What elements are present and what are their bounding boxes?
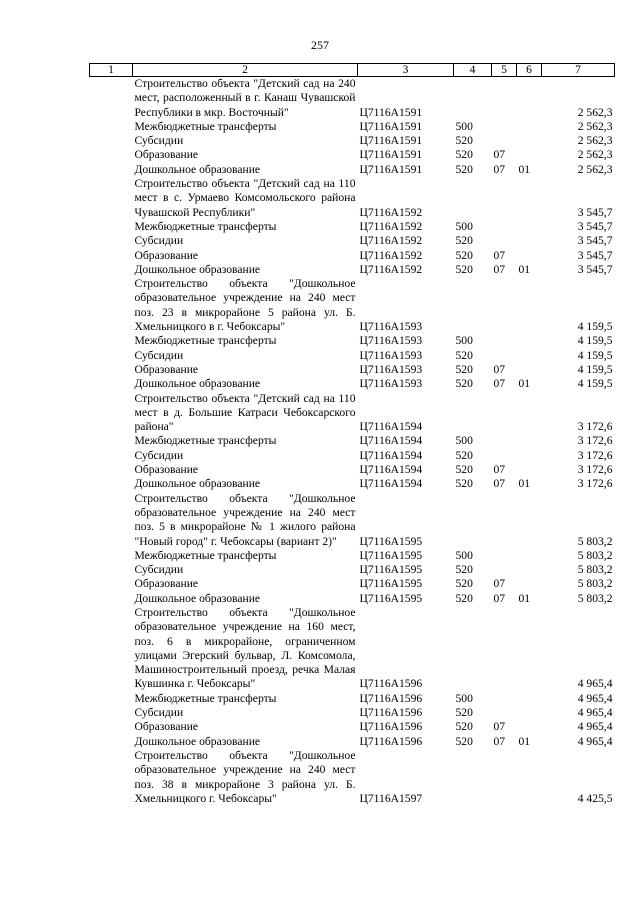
row-index-cell <box>90 563 133 577</box>
table-row <box>90 377 615 391</box>
target-article-code: Ц7116А1594 <box>359 420 423 434</box>
column-number-7: 7 <box>542 64 615 77</box>
expense-type-code: 500 <box>455 219 473 233</box>
amount-value: 5 803,2 <box>577 577 613 591</box>
expense-type-code <box>454 492 492 549</box>
target-article-code: Ц7116А1594 <box>359 463 423 477</box>
section-code: 07 <box>493 248 506 262</box>
amount-value: 3 545,7 <box>577 219 613 233</box>
target-article-code: Ц7116А1594 <box>359 434 423 448</box>
expense-type-code: 500 <box>455 119 473 133</box>
row-index-cell <box>90 592 133 606</box>
expense-type-code: 520 <box>455 720 473 734</box>
expense-type-code: 520 <box>455 591 473 605</box>
subsection-code <box>517 449 542 463</box>
section-code <box>492 277 517 334</box>
amount-value: 5 803,2 <box>577 591 613 605</box>
expense-type-code <box>454 606 492 692</box>
row-index-cell <box>90 463 133 477</box>
expense-type-code <box>454 77 492 120</box>
item-name: Межбюджетные трансферты <box>134 691 277 705</box>
expense-type-code: 520 <box>455 248 473 262</box>
amount-value: 3 172,6 <box>577 420 613 434</box>
subsection-code <box>517 577 542 591</box>
table-row <box>90 563 615 577</box>
row-index-cell <box>90 549 133 563</box>
table-row <box>90 163 615 177</box>
subsection-code <box>517 134 542 148</box>
section-code: 07 <box>493 591 506 605</box>
item-name: Субсидии <box>134 134 184 148</box>
section-code <box>492 434 517 448</box>
expense-type-code <box>454 392 492 435</box>
amount-value: 5 803,2 <box>577 548 613 562</box>
item-name: Строительство объекта "Детский сад на 110 мест в д. Большие Катраси Чебоксарского района" <box>134 391 356 434</box>
amount-value: 5 803,2 <box>577 534 613 548</box>
expense-type-code: 500 <box>455 691 473 705</box>
section-code: 07 <box>493 362 506 376</box>
amount-value: 4 425,5 <box>577 791 613 805</box>
subsection-code <box>517 77 542 120</box>
section-code <box>492 549 517 563</box>
subsection-code <box>517 220 542 234</box>
section-code <box>492 606 517 692</box>
page-number: 257 <box>311 38 329 52</box>
target-article-code: Ц7116А1596 <box>359 720 423 734</box>
target-article-code: Ц7116А1591 <box>359 105 423 119</box>
subsection-code: 01 <box>518 734 531 748</box>
item-name: Субсидии <box>134 348 184 362</box>
target-article-code: Ц7116А1591 <box>359 134 423 148</box>
item-name: Межбюджетные трансферты <box>134 334 277 348</box>
item-name: Дошкольное образование <box>134 262 261 276</box>
item-name: Межбюджетные трансферты <box>134 119 277 133</box>
expense-type-code: 520 <box>455 448 473 462</box>
table-row <box>90 220 615 234</box>
subsection-code <box>517 177 542 220</box>
target-article-code: Ц7116А1595 <box>359 577 423 591</box>
table-row <box>90 263 615 277</box>
section-code <box>492 563 517 577</box>
row-index-cell <box>90 77 133 120</box>
amount-value: 3 172,6 <box>577 448 613 462</box>
item-name: Строительство объекта "Дошкольное образовательное учреждение на 240 мест поз. 5 в микрорайоне № 1 жилого района "Новый город" г. Чебоксары (вариант 2)" <box>134 491 356 548</box>
row-index-cell <box>90 606 133 692</box>
amount-value: 4 965,4 <box>577 734 613 748</box>
section-code: 07 <box>493 720 506 734</box>
amount-value: 3 545,7 <box>577 248 613 262</box>
subsection-code <box>517 363 542 377</box>
amount-value: 2 562,3 <box>577 148 613 162</box>
expense-type-code: 500 <box>455 434 473 448</box>
column-number-2: 2 <box>133 64 358 77</box>
target-article-code: Ц7116А1595 <box>359 534 423 548</box>
item-name: Дошкольное образование <box>134 162 261 176</box>
amount-value: 3 172,6 <box>577 463 613 477</box>
item-name: Строительство объекта "Детский сад на 240 мест, расположенный в г. Канаш Чувашской Республики в мкр. Восточный" <box>134 77 356 119</box>
subsection-code <box>517 120 542 134</box>
subsection-code <box>517 492 542 549</box>
target-article-code: Ц7116А1592 <box>359 205 423 219</box>
target-article-code: Ц7116А1591 <box>359 148 423 162</box>
table-row <box>90 463 615 477</box>
target-article-code: Ц7116А1596 <box>359 691 423 705</box>
section-code: 07 <box>493 477 506 491</box>
expense-type-code <box>454 749 492 806</box>
table-row <box>90 449 615 463</box>
table-row <box>90 434 615 448</box>
table-row <box>90 334 615 348</box>
amount-value: 4 965,4 <box>577 720 613 734</box>
expense-type-code: 520 <box>455 563 473 577</box>
table-row <box>90 735 615 749</box>
table-row <box>90 134 615 148</box>
row-index-cell <box>90 334 133 348</box>
item-name: Строительство объекта "Дошкольное образовательное учреждение на 240 мест поз. 23 в микрорайоне 5 района ул. Б. Хмельницкого в г. Чебоксары" <box>134 277 356 334</box>
expense-type-code: 520 <box>455 734 473 748</box>
item-name: Образование <box>134 362 199 376</box>
expense-type-code: 520 <box>455 362 473 376</box>
item-name: Межбюджетные трансферты <box>134 219 277 233</box>
amount-value: 4 965,4 <box>577 691 613 705</box>
section-code <box>492 392 517 435</box>
row-index-cell <box>90 134 133 148</box>
target-article-code: Ц7116А1595 <box>359 548 423 562</box>
item-name: Образование <box>134 148 199 162</box>
subsection-code <box>517 234 542 248</box>
column-number-3: 3 <box>358 64 454 77</box>
table-row <box>90 706 615 720</box>
subsection-code <box>517 749 542 806</box>
subsection-code <box>517 249 542 263</box>
target-article-code: Ц7116А1593 <box>359 320 423 334</box>
table-row <box>90 720 615 734</box>
amount-value: 2 562,3 <box>577 105 613 119</box>
table-header <box>90 64 615 77</box>
expense-type-code <box>454 277 492 334</box>
budget-table <box>89 63 615 806</box>
row-index-cell <box>90 263 133 277</box>
section-code: 07 <box>493 734 506 748</box>
table-row <box>90 177 615 220</box>
subsection-code <box>517 277 542 334</box>
expense-type-code: 520 <box>455 463 473 477</box>
expense-type-code: 520 <box>455 148 473 162</box>
subsection-code <box>517 434 542 448</box>
expense-type-code: 520 <box>455 134 473 148</box>
target-article-code: Ц7116А1593 <box>359 334 423 348</box>
row-index-cell <box>90 434 133 448</box>
target-article-code: Ц7116А1595 <box>359 591 423 605</box>
table-row <box>90 549 615 563</box>
row-index-cell <box>90 692 133 706</box>
amount-value: 3 545,7 <box>577 205 613 219</box>
expense-type-code <box>454 177 492 220</box>
subsection-code <box>517 720 542 734</box>
table-row <box>90 77 615 120</box>
subsection-code: 01 <box>518 477 531 491</box>
item-name: Строительство объекта "Детский сад на 110 мест в с. Урмаево Комсомольского района Чувашской Республики" <box>134 177 356 219</box>
target-article-code: Ц7116А1593 <box>359 377 423 391</box>
amount-value: 3 172,6 <box>577 434 613 448</box>
amount-value: 3 545,7 <box>577 234 613 248</box>
section-code: 07 <box>493 148 506 162</box>
amount-value: 4 159,5 <box>577 377 613 391</box>
amount-value: 2 562,3 <box>577 119 613 133</box>
subsection-code: 01 <box>518 262 531 276</box>
amount-value: 5 803,2 <box>577 563 613 577</box>
item-name: Межбюджетные трансферты <box>134 434 277 448</box>
item-name: Образование <box>134 720 199 734</box>
section-code <box>492 349 517 363</box>
section-code <box>492 449 517 463</box>
table-row <box>90 477 615 491</box>
row-index-cell <box>90 492 133 549</box>
row-index-cell <box>90 349 133 363</box>
item-name: Субсидии <box>134 448 184 462</box>
subsection-code: 01 <box>518 377 531 391</box>
section-code <box>492 692 517 706</box>
target-article-code: Ц7116А1594 <box>359 477 423 491</box>
target-article-code: Ц7116А1593 <box>359 362 423 376</box>
expense-type-code: 520 <box>455 477 473 491</box>
row-index-cell <box>90 377 133 391</box>
amount-value: 4 965,4 <box>577 706 613 720</box>
row-index-cell <box>90 735 133 749</box>
subsection-code <box>517 349 542 363</box>
section-code <box>492 492 517 549</box>
column-number-6: 6 <box>517 64 542 77</box>
target-article-code: Ц7116А1592 <box>359 248 423 262</box>
target-article-code: Ц7116А1596 <box>359 706 423 720</box>
item-name: Субсидии <box>134 234 184 248</box>
table-row <box>90 349 615 363</box>
subsection-code: 01 <box>518 162 531 176</box>
subsection-code <box>517 706 542 720</box>
expense-type-code: 520 <box>455 262 473 276</box>
section-code <box>492 334 517 348</box>
amount-value: 4 159,5 <box>577 348 613 362</box>
subsection-code <box>517 692 542 706</box>
amount-value: 3 545,7 <box>577 262 613 276</box>
row-index-cell <box>90 249 133 263</box>
item-name: Строительство объекта "Дошкольное образовательное учреждение на 160 мест, поз. 6 в микрорайоне, ограниченном улицами Эгерский бульвар, Л. Комсомола, Машиностроительный проезд, речка Малая Кувшинка г. Чебоксары" <box>134 605 356 691</box>
table-row <box>90 120 615 134</box>
section-code <box>492 234 517 248</box>
row-index-cell <box>90 363 133 377</box>
expense-type-code: 500 <box>455 334 473 348</box>
section-code: 07 <box>493 262 506 276</box>
item-name: Дошкольное образование <box>134 591 261 605</box>
row-index-cell <box>90 277 133 334</box>
column-number-5: 5 <box>492 64 517 77</box>
table-row <box>90 277 615 334</box>
table-row <box>90 392 615 435</box>
item-name: Дошкольное образование <box>134 734 261 748</box>
subsection-code <box>517 392 542 435</box>
target-article-code: Ц7116А1595 <box>359 563 423 577</box>
section-code <box>492 749 517 806</box>
row-index-cell <box>90 720 133 734</box>
table-row <box>90 692 615 706</box>
expense-type-code: 520 <box>455 577 473 591</box>
row-index-cell <box>90 706 133 720</box>
item-name: Строительство объекта "Дошкольное образовательное учреждение на 240 мест поз. 38 в микрорайоне 3 района ул. Б. Хмельницкого г. Чебоксары" <box>134 748 356 805</box>
target-article-code: Ц7116А1596 <box>359 677 423 691</box>
table-row <box>90 592 615 606</box>
item-name: Образование <box>134 463 199 477</box>
column-number-1: 1 <box>90 64 133 77</box>
section-code <box>492 134 517 148</box>
amount-value: 4 159,5 <box>577 334 613 348</box>
section-code: 07 <box>493 162 506 176</box>
expense-type-code: 520 <box>455 377 473 391</box>
amount-value: 4 159,5 <box>577 320 613 334</box>
row-index-cell <box>90 477 133 491</box>
target-article-code: Ц7116А1592 <box>359 262 423 276</box>
table-row <box>90 492 615 549</box>
table-row <box>90 363 615 377</box>
target-article-code: Ц7116А1593 <box>359 348 423 362</box>
section-code: 07 <box>493 377 506 391</box>
section-code <box>492 177 517 220</box>
target-article-code: Ц7116А1596 <box>359 734 423 748</box>
row-index-cell <box>90 749 133 806</box>
target-article-code: Ц7116А1591 <box>359 162 423 176</box>
target-article-code: Ц7116А1592 <box>359 234 423 248</box>
section-code: 07 <box>493 463 506 477</box>
amount-value: 2 562,3 <box>577 134 613 148</box>
subsection-code <box>517 334 542 348</box>
subsection-code <box>517 563 542 577</box>
subsection-code <box>517 606 542 692</box>
target-article-code: Ц7116А1591 <box>359 119 423 133</box>
row-index-cell <box>90 577 133 591</box>
section-code <box>492 120 517 134</box>
table-row <box>90 148 615 162</box>
expense-type-code: 500 <box>455 548 473 562</box>
section-code: 07 <box>493 577 506 591</box>
table-row <box>90 577 615 591</box>
section-code <box>492 706 517 720</box>
item-name: Межбюджетные трансферты <box>134 548 277 562</box>
subsection-code <box>517 463 542 477</box>
expense-type-code: 520 <box>455 234 473 248</box>
amount-value: 4 965,4 <box>577 677 613 691</box>
table-body <box>90 77 615 807</box>
target-article-code: Ц7116А1597 <box>359 791 423 805</box>
expense-type-code: 520 <box>455 706 473 720</box>
table-row <box>90 606 615 692</box>
table-row <box>90 234 615 248</box>
subsection-code: 01 <box>518 591 531 605</box>
table-row <box>90 749 615 806</box>
expense-type-code: 520 <box>455 162 473 176</box>
target-article-code: Ц7116А1594 <box>359 448 423 462</box>
row-index-cell <box>90 177 133 220</box>
row-index-cell <box>90 392 133 435</box>
subsection-code <box>517 549 542 563</box>
amount-value: 3 172,6 <box>577 477 613 491</box>
item-name: Образование <box>134 577 199 591</box>
item-name: Образование <box>134 248 199 262</box>
target-article-code: Ц7116А1592 <box>359 219 423 233</box>
row-index-cell <box>90 220 133 234</box>
item-name: Дошкольное образование <box>134 377 261 391</box>
table-row <box>90 249 615 263</box>
section-code <box>492 77 517 120</box>
section-code <box>492 220 517 234</box>
row-index-cell <box>90 120 133 134</box>
subsection-code <box>517 148 542 162</box>
column-number-4: 4 <box>454 64 492 77</box>
amount-value: 4 159,5 <box>577 362 613 376</box>
row-index-cell <box>90 234 133 248</box>
item-name: Субсидии <box>134 563 184 577</box>
item-name: Дошкольное образование <box>134 477 261 491</box>
expense-type-code: 520 <box>455 348 473 362</box>
item-name: Субсидии <box>134 706 184 720</box>
row-index-cell <box>90 449 133 463</box>
amount-value: 2 562,3 <box>577 162 613 176</box>
row-index-cell <box>90 163 133 177</box>
row-index-cell <box>90 148 133 162</box>
column-number-row <box>90 64 615 77</box>
